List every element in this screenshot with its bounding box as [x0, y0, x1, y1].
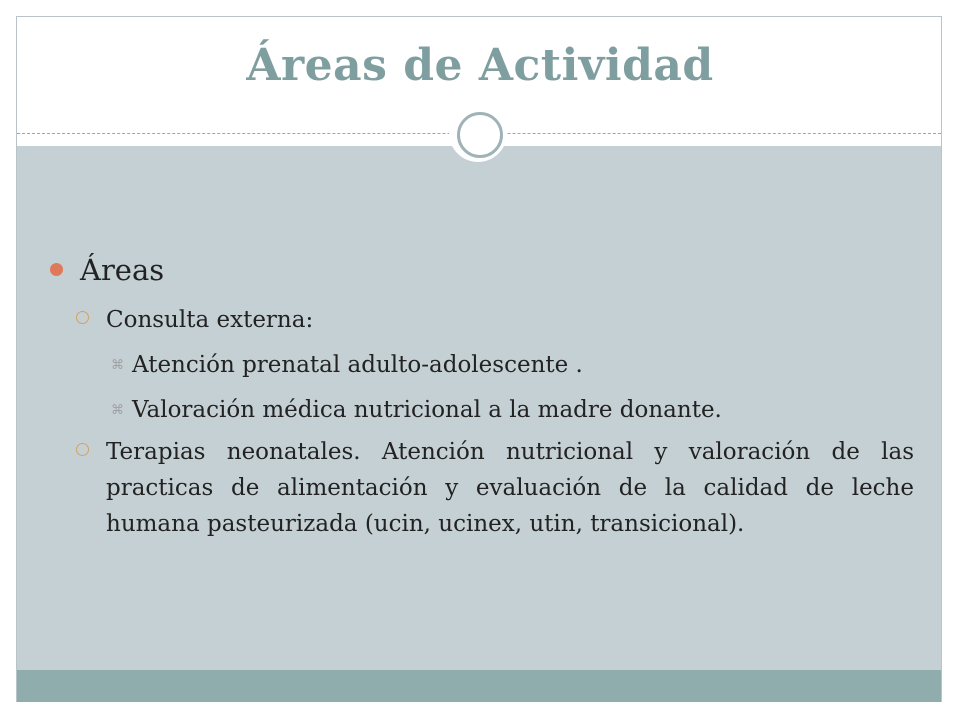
cross-diamond-icon: ⌘ — [111, 403, 124, 418]
bullet-level2 — [48, 302, 914, 338]
bullet-level1 — [48, 250, 914, 290]
bullet-level2-text: Consulta externa: — [106, 307, 314, 333]
bullet-level1-text: Áreas — [80, 253, 165, 287]
bullet-level3-text: Valoración médica nutricional a la madre donante. — [132, 397, 722, 423]
slide-title: Áreas de Actividad — [246, 40, 714, 91]
filled-circle-icon — [50, 263, 63, 276]
bullet-level2 — [48, 434, 914, 542]
slide-content — [48, 250, 914, 542]
ring-ornament-inner — [457, 112, 503, 158]
cross-diamond-icon: ⌘ — [111, 358, 124, 373]
hollow-circle-icon — [76, 311, 89, 324]
bullet-level3 — [48, 392, 914, 428]
bullet-level3-text: Atención prenatal adulto-adolescente . — [132, 352, 583, 378]
bullet-level2-text: Terapias neonatales. Atención nutricional y valoración de las practicas de alimentación y evaluación de la calidad de leche humana pasteurizada (ucin, ucinex, utin, transicional). — [106, 439, 914, 537]
footer-bar — [17, 670, 941, 702]
hollow-circle-icon — [76, 443, 89, 456]
bullet-level3 — [48, 347, 914, 383]
